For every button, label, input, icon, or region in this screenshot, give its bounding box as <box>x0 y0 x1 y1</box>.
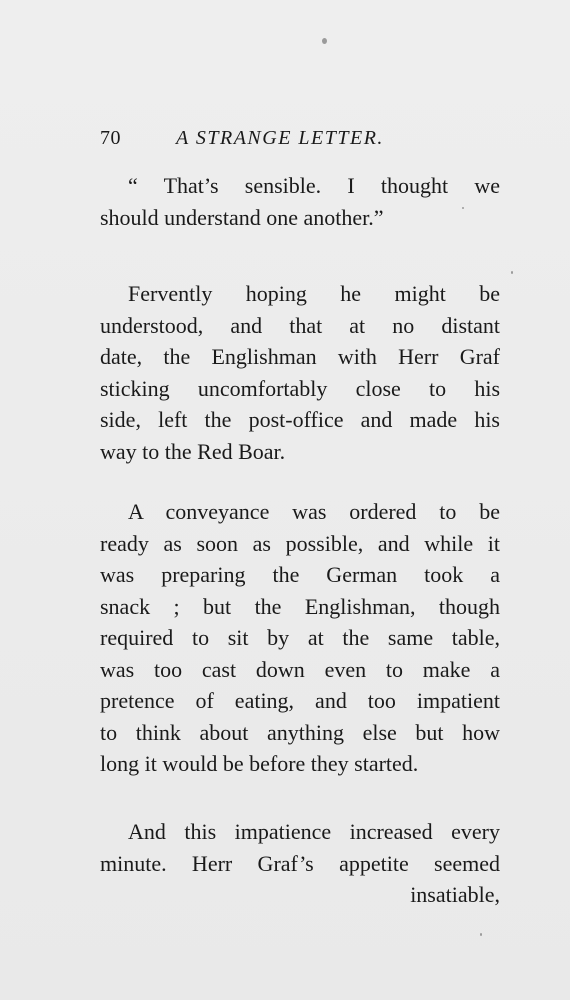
paragraph <box>100 816 500 911</box>
text-line: to think about anything else but how <box>100 719 500 745</box>
text-line: way to the Red Boar. <box>100 438 286 464</box>
text-line: long it would be before they started. <box>100 751 419 776</box>
text-line: sticking uncomfortably close to his <box>100 375 500 401</box>
text-line: understood, and that at no distant <box>100 312 500 338</box>
text-line: required to sit by at the same table, <box>100 625 500 650</box>
paragraph <box>100 170 500 233</box>
paper-speck <box>480 933 482 936</box>
text-line: date, the Englishman with Herr Graf <box>100 344 500 369</box>
paragraph <box>100 278 500 467</box>
text-line: was too cast down even to make a <box>100 656 500 682</box>
text-line: snack ; but the Englishman, though <box>100 593 500 619</box>
text-line: side, left the post-office and made his <box>100 407 500 432</box>
text-line: A conveyance was ordered to be <box>128 499 500 524</box>
text-line: pretence of eating, and too impatient <box>100 688 500 713</box>
text-line: Fervently hoping he might be <box>128 281 500 306</box>
paper-speck <box>511 271 513 274</box>
text-line: “ That’s sensible. I thought we <box>128 173 500 198</box>
text-line: minute. Herr Graf’s appetite seemed <box>100 850 500 876</box>
text-line: should understand one another.” <box>100 204 384 230</box>
text-line: was preparing the German took a <box>100 562 500 587</box>
text-line: And this impatience increased every <box>128 819 500 844</box>
catchword: insatiable, <box>410 882 500 907</box>
running-title: A STRANGE LETTER. <box>176 127 384 149</box>
page-number: 70 <box>100 127 121 149</box>
paper-speck <box>322 38 327 44</box>
text-line: ready as soon as possible, and while it <box>100 530 500 556</box>
paragraph <box>100 496 500 780</box>
page-header <box>100 127 500 157</box>
